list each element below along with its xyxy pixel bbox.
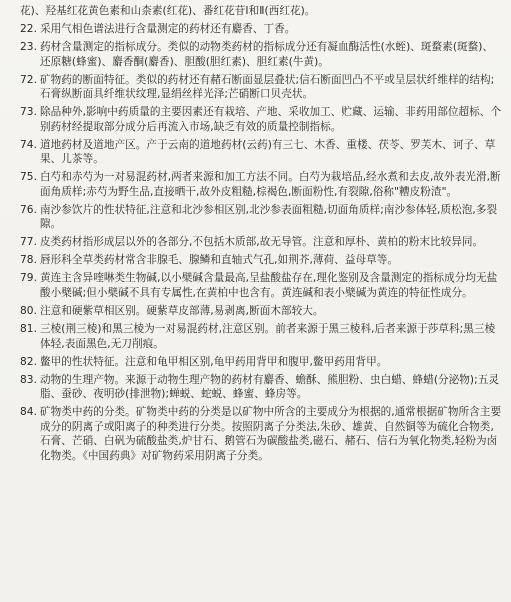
item-text: 除品种外,影响中药质量的主要因素还有栽培、产地、采收加工、贮藏、运输、非药用部位超标、个别药材经提取部分成分后再流入市场,缺乏有效的质量控制指标。 xyxy=(40,106,502,133)
explanation-item xyxy=(20,105,502,134)
item-text: 注意和硬紫草相区别。硬紫草皮部薄,易剥离,断面木部较大。 xyxy=(40,304,324,317)
item-text: 矿物类中药的分类。矿物类中药的分类是以矿物中所含的主要成分为根据的,通常根据矿物所含主要成分的阴离子或阳离子的种类进行分类。按照阴离子分类法,朱砂、雄黄、自然铜等为硫化合物类,石膏、芒硝、白矾为硫酸盐类,炉甘石、鹅管石为碳酸盐类,磁石、赭石、信石为氧化物类,轻粉为卤化物类。《中国药典》对矿物药采用阴离子分类。 xyxy=(40,406,502,462)
item-number: 75. xyxy=(20,171,37,184)
item-number: 82. xyxy=(20,355,37,368)
item-number: 72. xyxy=(20,73,37,86)
item-number: 74. xyxy=(20,138,37,151)
item-text: 白芍和赤芍为一对易混药材,两者来源和加工方法不同。白芍为栽培品,经水煮和去皮,故外表光滑,断面角质样;赤芍为野生品,直接晒干,故外皮粗糙,棕褐色,断面粉性,有裂隙,俗称"糟皮粉渣"。 xyxy=(40,171,501,198)
item-number: 81. xyxy=(20,322,37,335)
answer-explanations xyxy=(20,4,502,467)
item-number: 22. xyxy=(20,22,37,35)
item-text: 鳖甲的性状特征。注意和龟甲相区别,龟甲药用背甲和腹甲,鳖甲药用背甲。 xyxy=(40,355,388,368)
item-text: 南沙参饮片的性状特征,注意和北沙参相区别,北沙参表面粗糙,切面角质样;南沙参体轻,质松泡,多裂隙。 xyxy=(40,203,498,231)
item-text: 采用气相色谱法进行含量测定的药材还有麝香、丁香。 xyxy=(40,22,296,35)
explanation-item xyxy=(20,138,502,167)
explanation-item xyxy=(20,22,502,37)
explanation-item xyxy=(20,235,502,250)
item-number: 78. xyxy=(20,254,37,267)
item-number: 80. xyxy=(20,304,37,317)
explanation-item xyxy=(20,271,502,300)
explanation-item xyxy=(20,253,502,268)
item-number: 23. xyxy=(20,40,37,53)
item-number: 77. xyxy=(20,236,37,249)
explanation-item xyxy=(20,373,502,402)
item-text: 唇形科全草类药材常含非腺毛、腺鳞和直轴式气孔,如荆芥,薄荷、益母草等。 xyxy=(40,254,399,267)
item-number: 84. xyxy=(20,406,37,419)
item-text: 道地药材及道地产区。产于云南的道地药材(云药)有三七、木香、重楼、茯苓、罗芙木、诃子、草果、儿茶等。 xyxy=(40,138,496,166)
item-text: 动物的生理产物。来源于动物生理产物的药材有麝香、蟾酥、熊胆粉、虫白蜡、蜂蜡(分泌物);五灵脂、蚕砂、夜明砂(排泄物);蝉蜕、蛇蜕、蜂蜜、蜂房等。 xyxy=(40,373,500,401)
item-text: 药材含量测定的指标成分。类似的动物类药材的指标成分还有凝血酶活性(水蛭)、斑蝥素(斑蝥)、还原糖(蜂蜜)、麝香酮(麝香)、胆酸(胆红素)、胆红素(牛黄)。 xyxy=(40,40,494,68)
explanation-item xyxy=(20,170,502,199)
explanation-item xyxy=(20,405,502,463)
item-number: 79. xyxy=(20,272,37,285)
intro-line: 花)、羟基红花黄色素和山柰素(红花)、番红花苷Ⅰ和Ⅱ(西红花)。 xyxy=(20,5,316,17)
entries-list xyxy=(20,22,502,464)
item-text: 黄连主含异喹啉类生物碱,以小檗碱含量最高,呈盐酸盐存在,理化鉴别及含量测定的指标成分均无盐酸小檗碱;但小檗碱不具有专属性,在黄柏中也含有。黄连碱和表小檗碱为黄连的特征性成分。 xyxy=(40,272,498,299)
explanation-item xyxy=(20,73,502,102)
item-text: 三棱(荆三棱)和黑三棱为一对易混药材,注意区别。前者来源于黑三棱科,后者来源于莎草科;黑三棱体轻,表面黑色,无刀削痕。 xyxy=(40,322,496,350)
explanation-item xyxy=(20,304,502,319)
explanation-item xyxy=(20,322,502,351)
item-text: 矿物药的断面特征。类似的药材还有赭石断面显层叠状;信石断面凹凸不平或呈层状纤维样的结构;石膏纵断面具纤维状纹理,显绢丝样光泽;芒硝断口贝壳状。 xyxy=(40,73,495,101)
explanation-item xyxy=(20,40,502,69)
item-number: 83. xyxy=(20,373,37,386)
item-number: 76. xyxy=(20,203,37,216)
explanation-item xyxy=(20,203,502,232)
item-number: 73. xyxy=(20,106,37,119)
explanation-item xyxy=(20,355,502,370)
item-text: 皮类药材指形成层以外的各部分,不包括木质部,故无导管。注意和厚朴、黄柏的粉末比较异同。 xyxy=(40,236,484,249)
